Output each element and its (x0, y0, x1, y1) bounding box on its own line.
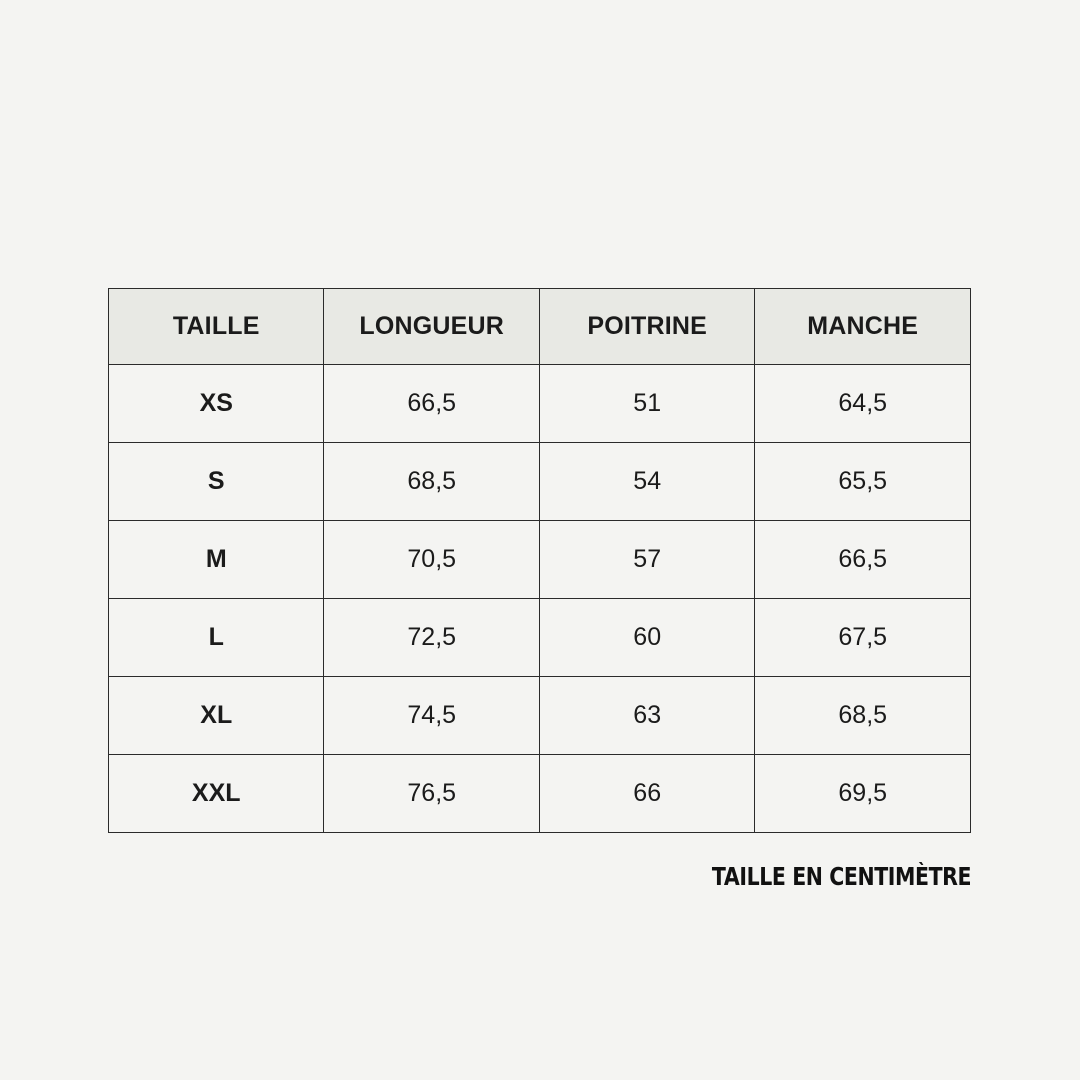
poitrine-cell: 54 (539, 443, 754, 521)
longueur-cell: 70,5 (324, 521, 539, 599)
size-cell: S (109, 443, 324, 521)
manche-cell: 65,5 (755, 443, 971, 521)
table-row (109, 677, 971, 755)
longueur-cell: 66,5 (324, 365, 539, 443)
manche-cell: 64,5 (755, 365, 971, 443)
header-longueur: LONGUEUR (324, 289, 539, 365)
size-chart-table (108, 288, 971, 833)
table-row (109, 755, 971, 833)
table-body (109, 365, 971, 833)
longueur-cell: 68,5 (324, 443, 539, 521)
table-row (109, 521, 971, 599)
table-row (109, 443, 971, 521)
manche-cell: 69,5 (755, 755, 971, 833)
poitrine-cell: 63 (539, 677, 754, 755)
header-row (109, 289, 971, 365)
poitrine-cell: 57 (539, 521, 754, 599)
header-manche: MANCHE (755, 289, 971, 365)
size-cell: XS (109, 365, 324, 443)
table-row (109, 365, 971, 443)
longueur-cell: 72,5 (324, 599, 539, 677)
poitrine-cell: 66 (539, 755, 754, 833)
size-cell: L (109, 599, 324, 677)
poitrine-cell: 60 (539, 599, 754, 677)
header-taille: TAILLE (109, 289, 324, 365)
table-header (109, 289, 971, 365)
longueur-cell: 76,5 (324, 755, 539, 833)
poitrine-cell: 51 (539, 365, 754, 443)
size-cell: M (109, 521, 324, 599)
manche-cell: 66,5 (755, 521, 971, 599)
unit-footnote: TAILLE EN CENTIMÈTRE (711, 862, 971, 891)
manche-cell: 68,5 (755, 677, 971, 755)
header-poitrine: POITRINE (539, 289, 754, 365)
size-cell: XL (109, 677, 324, 755)
table-row (109, 599, 971, 677)
size-cell: XXL (109, 755, 324, 833)
longueur-cell: 74,5 (324, 677, 539, 755)
manche-cell: 67,5 (755, 599, 971, 677)
